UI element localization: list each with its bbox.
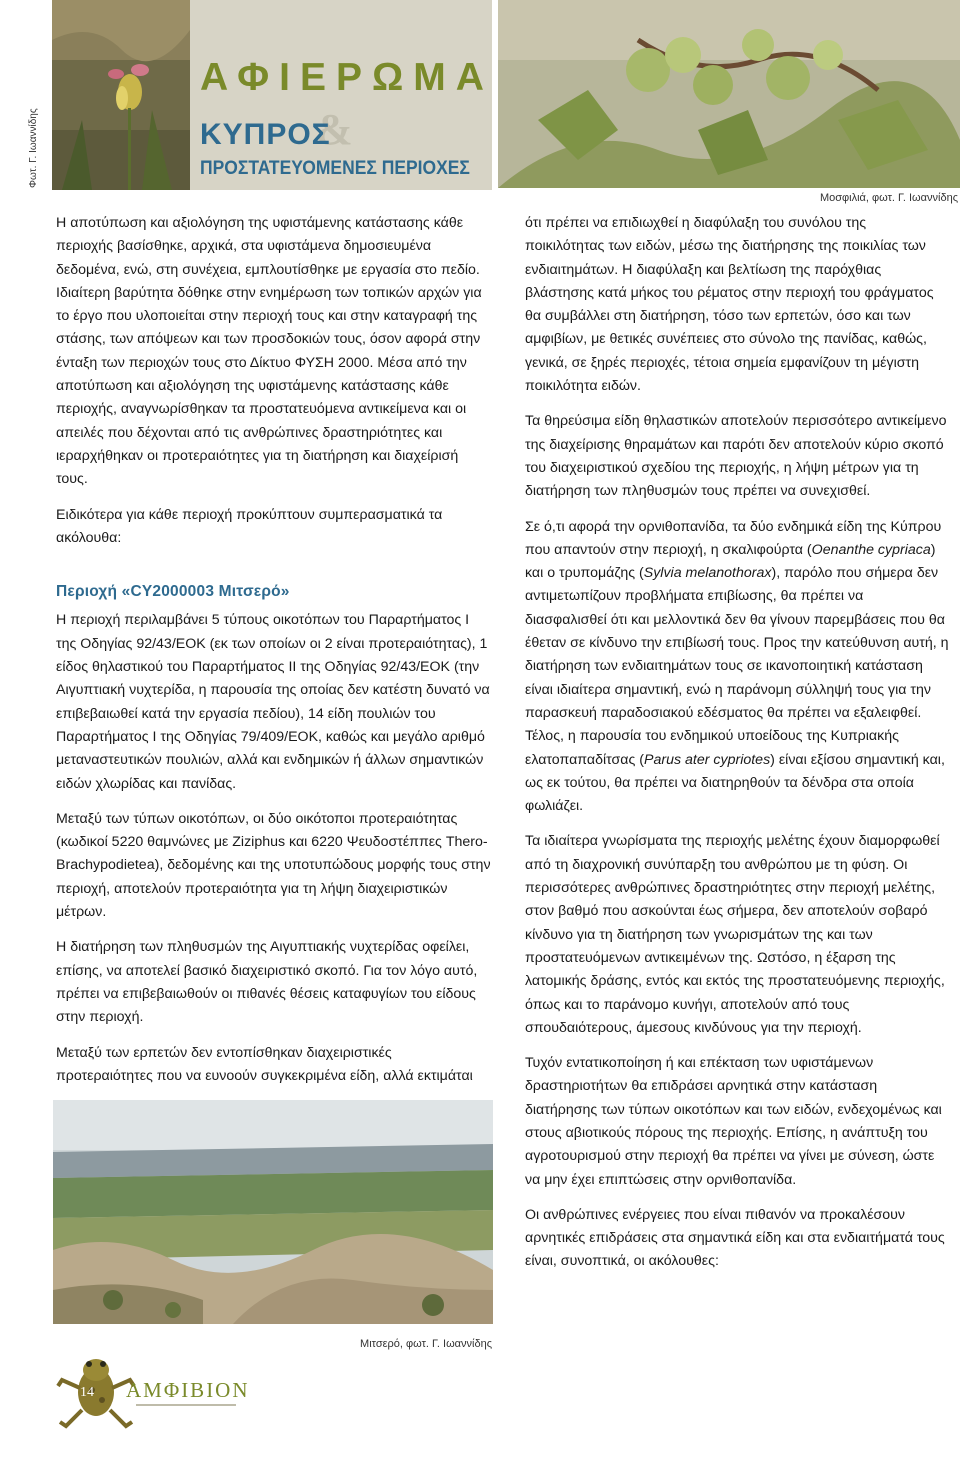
paragraph: Μεταξύ των τύπων οικοτόπων, οι δύο οικότοποι προτεραιότητας (κωδικοί 5220 θαμνώνες με Ziziphus και 6220 Ψευδοστέππες Thero-Brachypodietea), δεδομένης και της υποτυπώδους μορφής τους στην περιοχή, αποτελούν προτεραιότητα για τη λήψη διαχειριστικών μέτρων. (56, 810, 491, 921)
footer-divider (136, 1404, 236, 1406)
landscape-photo (53, 1100, 493, 1324)
paragraph: Τα ιδιαίτερα γνωρίσματα της περιοχής μελέτης έχουν διαμορφωθεί από τη διαχρονική συνύπαρξη του ανθρώπου με τη φύση. Οι περισσότερες ανθρώπινες δραστηριότητες στην περιοχή μελέτης, στον βαθμό που ασκούνται έως σήμερα, δεν αποτελούν σοβαρό κίνδυνο για τη διατήρηση των γνωρισμάτων της και των προστατευόμενων αντικειμένων της. Ωστόσο, η έξαρση της λατομικής δράσης, εντός και εκτός της προστατευόμενης περιοχής, όπως και το παράνομο κυνήγι, αποτελούν από τους σπουδαιότερους, άμεσους κινδύνους για την περιοχή. (525, 833, 945, 1036)
page-number: 14 (80, 1385, 94, 1400)
species-name: Parus ater cypriotes (644, 751, 771, 768)
species-name: Sylvia melanothorax (643, 565, 772, 582)
photo-caption-left: Μιτσερό, φωτ. Γ. Ιωαννίδης (360, 1338, 492, 1350)
paragraph: Η περιοχή περιλαμβάνει 5 τύπους οικοτόπων του Παραρτήματος Ι της Οδηγίας 92/43/ΕΟΚ (εκ των οποίων οι 2 είναι προτεραιότητας), 1 είδος θηλαστικού του Παραρτήματος ΙΙ της Οδηγίας 92/43/ΕΟΚ (την Αιγυπτιακή νυχτερίδα, η παρουσία της οποίας δεν κατέστη δυνατό να επιβεβαιωθεί κατά την εργασία πεδίου), 14 είδη πουλιών του Παραρτήματος Ι της Οδηγίας 79/409/ΕΟΚ, καθώς και μεγάλο αριθμό μεταναστευτικών πουλιών, αλλά και ενδημικών ή άλλων σημαντικών ειδών χλωρίδας και πανίδας. (56, 612, 490, 792)
orchid-photo (52, 0, 190, 190)
paragraph: ότι πρέπει να επιδιωχθεί η διαφύλαξη του συνόλου της ποικιλότητας των ειδών, μέσω της διατήρησης της ποικιλίας των ενδιαιτημάτων. Η διαφύλαξη και βελτίωση της παρόχθιας βλάστησης κατά μήκος του ρέματος στην περιοχή του φράγματος θα συμβάλλει στη διατήρηση, τόσο των ερπετών, όσο και των αμφιβίων, με θετικές συνέπειες στο σύνολο της πανίδας, καθώς, γενικά, σε ξηρές περιοχές, τέτοια σημεία εμφανίζουν τη μέγιστη ποικιλότητα ειδών. (525, 215, 934, 395)
species-name: Oenanthe cypriaca (811, 541, 931, 558)
country-title: ΚΥΠΡΟΣ (200, 118, 331, 151)
subtitle: ΠΡΟΣΤΑΤΕΥΟΜΕΝΕΣ ΠΕΡΙΟΧΕΣ (200, 158, 470, 179)
frog-icon (56, 1340, 136, 1432)
left-column (56, 212, 492, 1100)
paragraph: Τυχόν εντατικοποίηση ή και επέκταση των υφιστάμενων δραστηριοτήτων θα επιδράσει αρνητικά στην κατάσταση διατήρησης των τύπων οικοτόπων και των ειδών, ενδεχομένως και στους αβιοτικούς πόρους της περιοχής. Επίσης, η ανάπτυξη του αγροτουρισμού στην περιοχή θα πρέπει να γίνει με σύνεση, ώστε να μην έχει επιπτώσεις στην ορνιθοπανίδα. (525, 1055, 942, 1188)
section-heading: Περιοχή «CY2000003 Μιτσερό» (56, 583, 290, 601)
magazine-name: ΑΜΦΙΒΙΟΝ (126, 1378, 250, 1402)
section-title: ΑΦΙΕΡΩΜΑ (200, 56, 494, 99)
photo-caption-right: Μοσφιλιά, φωτ. Γ. Ιωαννίδης (819, 192, 958, 204)
paragraph: Τα θηρεύσιμα είδη θηλαστικών αποτελούν περισσότερο αντικείμενο της διαχείρισης θηραμάτων και παρότι δεν αποτελούν κύριο σκοπό του διαχειριστικού σχεδίου της περιοχής, η λήψη μέτρων για τη διατήρηση των πληθυσμών τους πρέπει να συνεχισθεί. (525, 413, 947, 500)
paragraph: Μεταξύ των ερπετών δεν εντοπίσθηκαν διαχειριστικές προτεραιότητες που να ευνοούν συγκεκριμένα είδη, αλλά εκτιμάται (56, 1044, 473, 1084)
paragraph: Η διατήρηση των πληθυσμών της Αιγυπτιακής νυχτερίδας οφείλει, επίσης, να αποτελεί βασικό διαχειριστικό σκοπό. Για τον λόγο αυτό, πρέπει να επιβεβαιωθούν οι πιθανές θέσεις καταφυγίων του είδους στην περιοχή. (56, 939, 478, 1026)
hawthorn-photo (498, 0, 960, 188)
paragraph: Ειδικότερα για κάθε περιοχή προκύπτουν συμπερασματικά τα ακόλουθα: (56, 506, 443, 546)
title-ampersand: & (316, 105, 353, 154)
right-column (525, 212, 949, 1286)
paragraph: Η αποτύπωση και αξιολόγηση της υφιστάμενης κατάστασης κάθε περιοχής βασίσθηκε, αρχικά, στα υφιστάμενα δημοσιευμένα δεδομένα, ενώ, στη συνέχεια, εμπλουτίσθηκε με εργασία στο πεδίο. Ιδιαίτερη βαρύτητα δόθηκε στην ενημέρωση των τοπικών αρχών για το έργο που υλοποιείται στην περιοχή τους και στην καταγραφή της στάσης, των απόψεων και των προσδοκιών τους, όσον αφορά στην ένταξη των περιοχών τους στο Δίκτυο ΦΥΣΗ 2000. Μέσα από την αποτύπωση και αξιολόγηση της υφιστάμενης κατάστασης κάθε περιοχής, αναγνωρίσθηκαν τα προστατευόμενα αντικείμενα και οι απειλές που δέχονται από τις ανθρώπινες δραστηριότητες και ιεραρχήθηκαν οι προτεραιότητες για τη διατήρηση και διαχείρισή τους. (56, 215, 482, 488)
paragraph: Οι ανθρώπινες ενέργειες που είναι πιθανόν να προκαλέσουν αρνητικές επιδράσεις στα σημαντικά είδη και στα ενδιαιτήματά τους είναι, συνοπτικά, οι ακόλουθες: (525, 1206, 945, 1270)
paragraph: Σε ό,τι αφορά την ορνιθοπανίδα, τα δύο ενδημικά είδη της Κύπρου που απαντούν στην περιοχή, η σκαλιφούρτα (Oenanthe cypriaca) και ο τρυπομάζης (Sylvia melanothorax), παρόλο που σήμερα δεν αντιμετωπίζουν προβλήματα επιβίωσης, θα πρέπει να διασφαλισθεί ότι και μελλοντικά δεν θα γίνουν παρεμβάσεις που θα έθεταν σε κίνδυνο την επιβίωσή τους. Προς την κατεύθυνση αυτή, η διατήρηση των ενδιαιτημάτων τους σε ικανοποιητική κατάσταση είναι ιδιαίτερα σημαντική, ενώ η παράνομη σύλληψή τους για την παρασκευή παραδοσιακού εδέσματος θα πρέπει να εξαλειφθεί. Τέλος, η παρουσία του ενδημικού υποείδους της Κυπριακής ελατοπαπαδίτσας (Parus ater cypriotes) είναι εξίσου σημαντική και, ως εκ τούτου, θα πρέπει να διατηρηθούν τα δένδρα στα οποία φωλιάζει. (525, 518, 949, 815)
photo-credit-vertical: Φωτ. Γ. Ιωαννίδης (28, 108, 39, 188)
